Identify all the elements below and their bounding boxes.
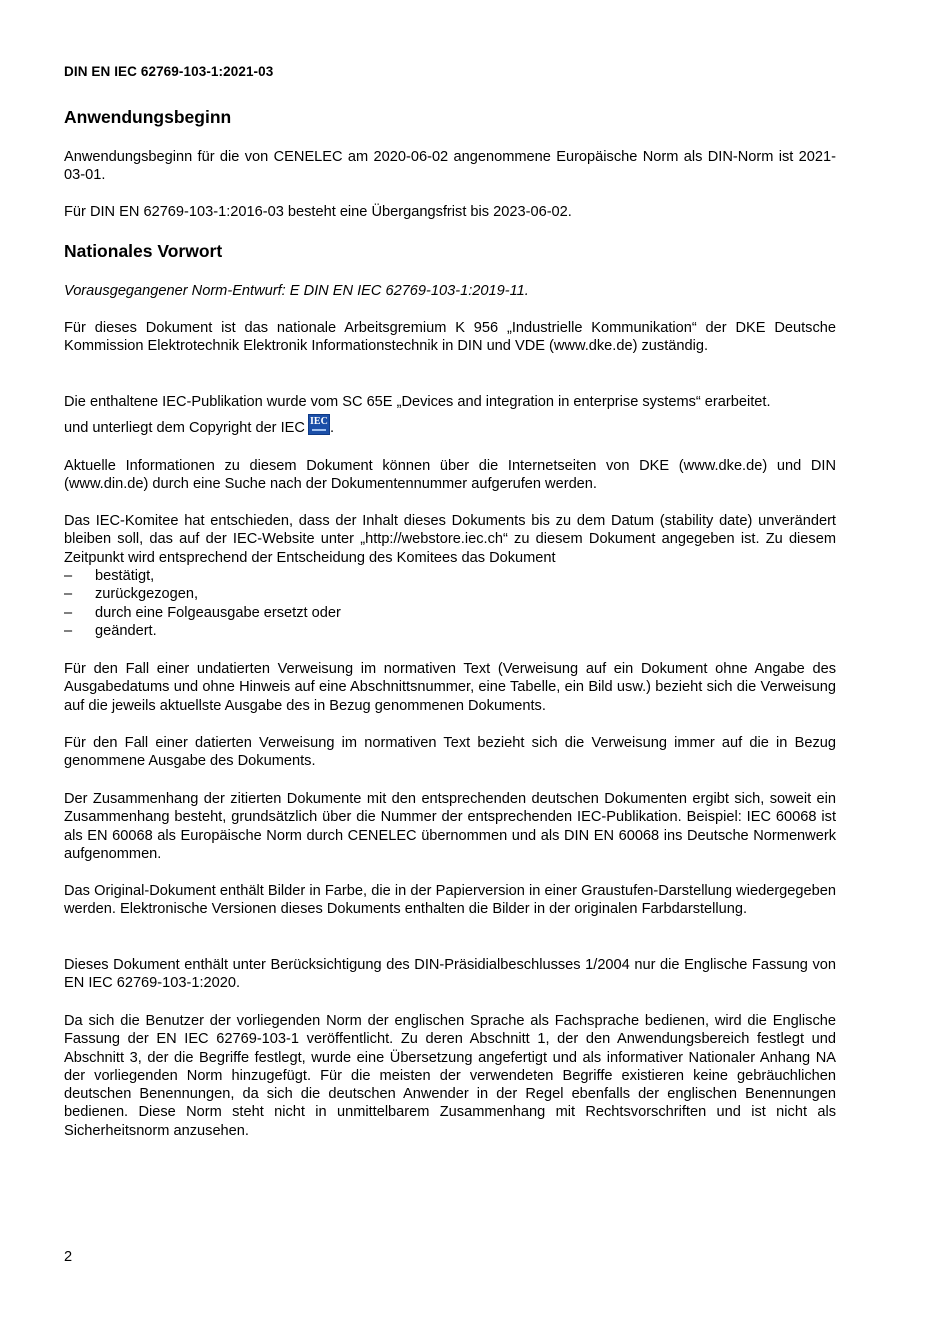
list-item: – geändert. <box>64 622 157 639</box>
paragraph-committee: Für dieses Dokument ist das nationale Arbeitsgremium K 956 „Industrielle Kommunikation“ der DKE Deutsche Kommission Elektrotechnik Elektronik Informationstechnik in DIN und VDE (www.dke.de) zuständig. <box>64 320 836 355</box>
paragraph-iec-line1: Die enthaltene IEC-Publikation wurde vom SC 65E „Devices and integration in enterprise systems“ erarbeitet. <box>64 394 771 410</box>
list-item: – bestätigt, <box>64 568 155 584</box>
paragraph-dated-reference: Für den Fall einer datierten Verweisung im normativen Text bezieht sich die Verweisung immer auf die in Bezug genommene Ausgabe des Dokuments. <box>64 735 836 770</box>
status-list <box>64 567 836 640</box>
draft-note: Vorausgegangener Norm-Entwurf: E DIN EN IEC 62769-103-1:2019-11. <box>64 283 529 299</box>
paragraph-anwendungsbeginn: Anwendungsbeginn für die von CENELEC am 2020-06-02 angenommene Europäische Norm als DIN-Norm ist 2021-03-01. <box>64 149 836 184</box>
paragraph-stability: Das IEC-Komitee hat entschieden, dass der Inhalt dieses Dokuments bis zu dem Datum (stability date) unverändert bleiben soll, das auf der IEC-Website unter „http://webstore.iec.ch“ zu diesem Dokument angegeben ist. Zu diesem Zeitpunkt wird entsprechend der Entscheidung des Komitees das Dokument <box>64 513 836 566</box>
paragraph-iec <box>64 393 836 438</box>
paragraph-english: Dieses Dokument enthält unter Berücksichtigung des DIN-Präsidialbeschlusses 1/2004 nur die Englische Fassung von EN IEC 62769-103-1:2020. <box>64 957 836 992</box>
iec-logo-icon: IEC <box>308 414 330 435</box>
paragraph-uebergangsfrist: Für DIN EN 62769-103-1:2016-03 besteht eine Übergangsfrist bis 2023-06-02. <box>64 204 572 220</box>
paragraph-colour: Das Original-Dokument enthält Bilder in Farbe, die in der Papierversion in einer Graustufen-Darstellung wiedergegeben werden. Elektronische Versionen dieses Dokuments enthalten die Bilder in der originalen Farbdarstellung. <box>64 883 836 918</box>
page-number: 2 <box>64 1249 73 1265</box>
section-title-anwendungsbeginn: Anwendungsbeginn <box>64 107 232 127</box>
section-title-nationales-vorwort: Nationales Vorwort <box>64 241 223 261</box>
paragraph-relation: Der Zusammenhang der zitierten Dokumente mit den entsprechenden deutschen Dokumenten ergibt sich, soweit ein Zusammenhang besteht, grundsätzlich über die Nummer der entsprechenden IEC-Publikation. Beispiel: IEC 60068 ist als EN 60068 als Europäische Norm durch CENELEC übernommen und als DIN EN 60068 ins Deutsche Normenwerk aufgenommen. <box>64 791 836 862</box>
paragraph-undated-reference: Für den Fall einer undatierten Verweisung im normativen Text (Verweisung auf ein Dokument ohne Angabe des Ausgabedatums und ohne Hinweis auf eine Abschnittsnummer, eine Tabelle, ein Bild usw.) bezieht sich die Verweisung auf die jeweils aktuellste Ausgabe des in Bezug genommenen Dokuments. <box>64 661 836 714</box>
paragraph-iec-line2-wrap: und unterliegt dem Copyright der IEC IEC . <box>64 416 334 437</box>
paragraph-translation: Da sich die Benutzer der vorliegenden Norm der englischen Sprache als Fachsprache bedienen, wird die Englische Fassung der EN IEC 62769-103-1 veröffentlicht. Zu deren Abschnitt 1, der den Anwendungsbereich festlegt und Abschnitt 3, der die Begriffe festlegt, wurde eine Übersetzung angefertigt und als informativer Nationaler Anhang NA der vorliegenden Norm hinzugefügt. Für die meisten der verwendeten Begriffe existieren keine gebräuchlichen deutschen Benennungen, da sich die deutschen Anwender in der Regel ebenfalls der englischen Benennungen bedienen. Diese Norm steht nicht in unmittelbarem Zusammenhang mit Rechtsvorschriften und ist nicht als Sicherheitsnorm anzusehen. <box>64 1013 836 1139</box>
paragraph-info: Aktuelle Informationen zu diesem Dokument können über die Internetseiten von DKE (www.dke.de) und DIN (www.din.de) durch eine Suche nach der Dokumentennummer aufgerufen werden. <box>64 458 836 493</box>
document-header: DIN EN IEC 62769-103-1:2021-03 <box>64 64 274 79</box>
paragraph-iec-line2: und unterliegt dem Copyright der IEC <box>64 420 305 437</box>
list-item: – zurückgezogen, <box>64 586 199 603</box>
list-item: – durch eine Folgeausgabe ersetzt oder <box>64 604 341 621</box>
